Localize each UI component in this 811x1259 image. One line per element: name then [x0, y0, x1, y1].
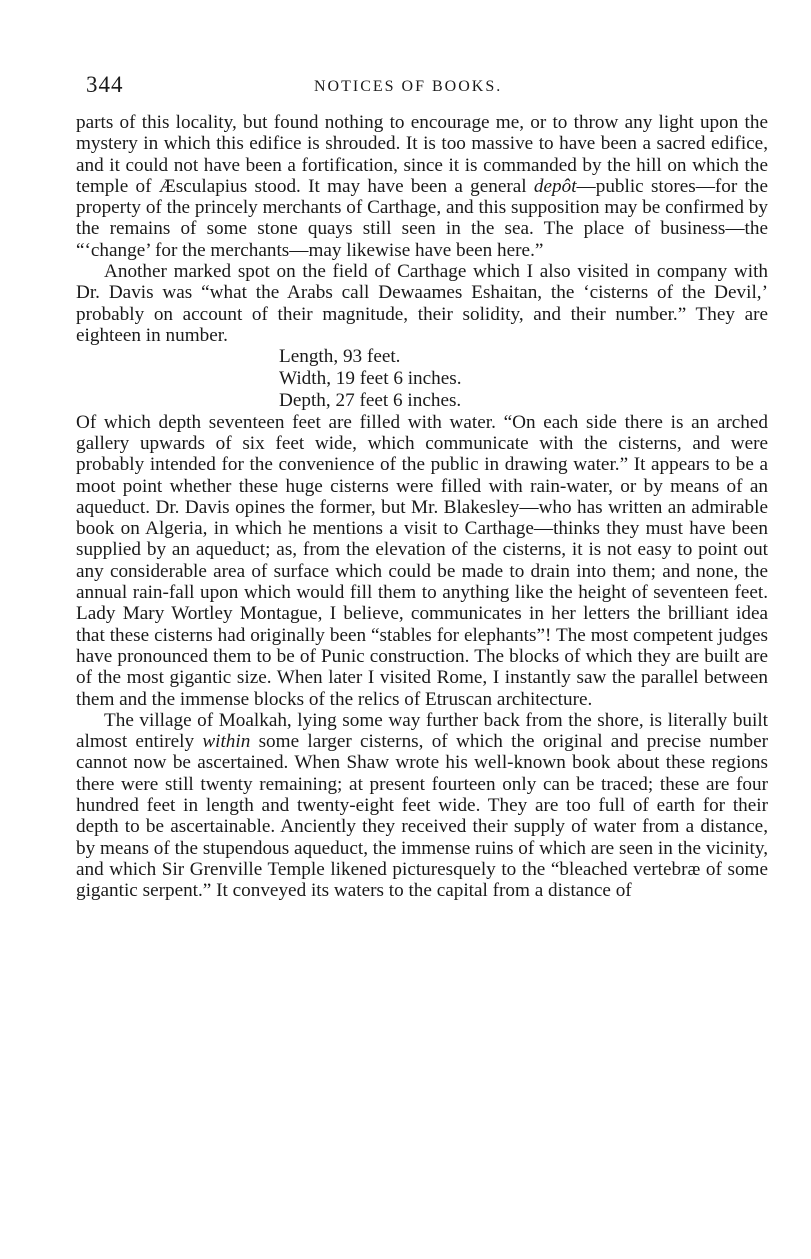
paragraph-1: [76, 112, 768, 261]
paragraph-1-text: parts of this locality, but found nothing to encourage me, or to throw any light upon the mystery in which this edifice is shrouded. It is too massive to have been a sacred edifice, and it could not have been a fortification, since it is commanded by the hill on which the temple of Æsculapius stood. It may have been a general: [76, 112, 768, 197]
running-head: NOTICES OF BOOKS.: [314, 78, 503, 95]
page-body: [76, 112, 768, 901]
paragraph-3: Of which depth seventeen feet are filled with water. “On each side there is an arched gallery upwards of six feet wide, which communicate with the cisterns, and were probably intended for the convenience of the public in drawing water.” It appears to be a moot point whether these huge cisterns were filled with rain-water, or by means of an aqueduct. Dr. Davis opines the former, but Mr. Blakesley—who has written an admirable book on Algeria, in which he mentions a visit to Carthage—thinks they must have been supplied by an aqueduct; as, from the elevation of the cisterns, it is not easy to point out any considerable area of surface which could be made to drain into them; and none, the annual rain-fall upon which would fill them to anything like the height of seventeen feet. Lady Mary Wortley Montague, I believe, communicates in her letters the brilliant idea that these cisterns had originally been “stables for elephants”! The most competent judges have pronounced them to be of Punic construction. The blocks of which they are built are of the most gigantic size. When later I visited Rome, I instantly saw the parallel between them and the immense blocks of the relics of Etruscan architecture.: [76, 411, 768, 710]
page-header: [86, 72, 776, 102]
paragraph-1-end: —public stores—for the property of the princely merchants of Carthage, and this supposition may be confirmed by the remains of some stone quays still seen in the sea. The place of business—the “‘change’ for the merchants—may likewise have been here.”: [76, 175, 768, 261]
paragraph-4-text: The village of Moalkah, lying some way further back from the shore, is literally built almost entirely: [76, 709, 768, 753]
paragraph-4-end: some larger cisterns, of which the original and precise number cannot now be ascertained. When Shaw wrote his well-known book about these regions there were still twenty remaining; at present fourteen only can be traced; these are four hundred feet in length and twenty-eight feet wide. They are too full of earth for their depth to be ascertainable. Anciently they received their supply of water from a distance, by means of the stupendous aqueduct, the immense ruins of which are seen in the vicinity, and which Sir Grenville Temple likened picturesquely to the “bleached vertebræ of some gigantic serpent.” It conveyed its waters to the capital from a distance of: [76, 731, 768, 902]
paragraph-2: Another marked spot on the field of Carthage which I also visited in company with Dr. Davis was “what the Arabs call Dewaames Eshaitan, the ‘cisterns of the Devil,’ probably on account of their magnitude, their solidity, and their number.” They are eighteen in number.: [76, 261, 768, 346]
measurement-length: Length, 93 feet.: [279, 346, 401, 368]
cistern-measurements: [279, 346, 768, 411]
paragraph-1-italic: depôt: [533, 175, 577, 197]
paragraph-4: [76, 710, 768, 902]
page-number: 344: [86, 72, 124, 97]
paragraph-4-italic: within: [202, 731, 251, 753]
measurement-depth: Depth, 27 feet 6 inches.: [279, 389, 462, 411]
measurement-width: Width, 19 feet 6 inches.: [279, 368, 462, 390]
